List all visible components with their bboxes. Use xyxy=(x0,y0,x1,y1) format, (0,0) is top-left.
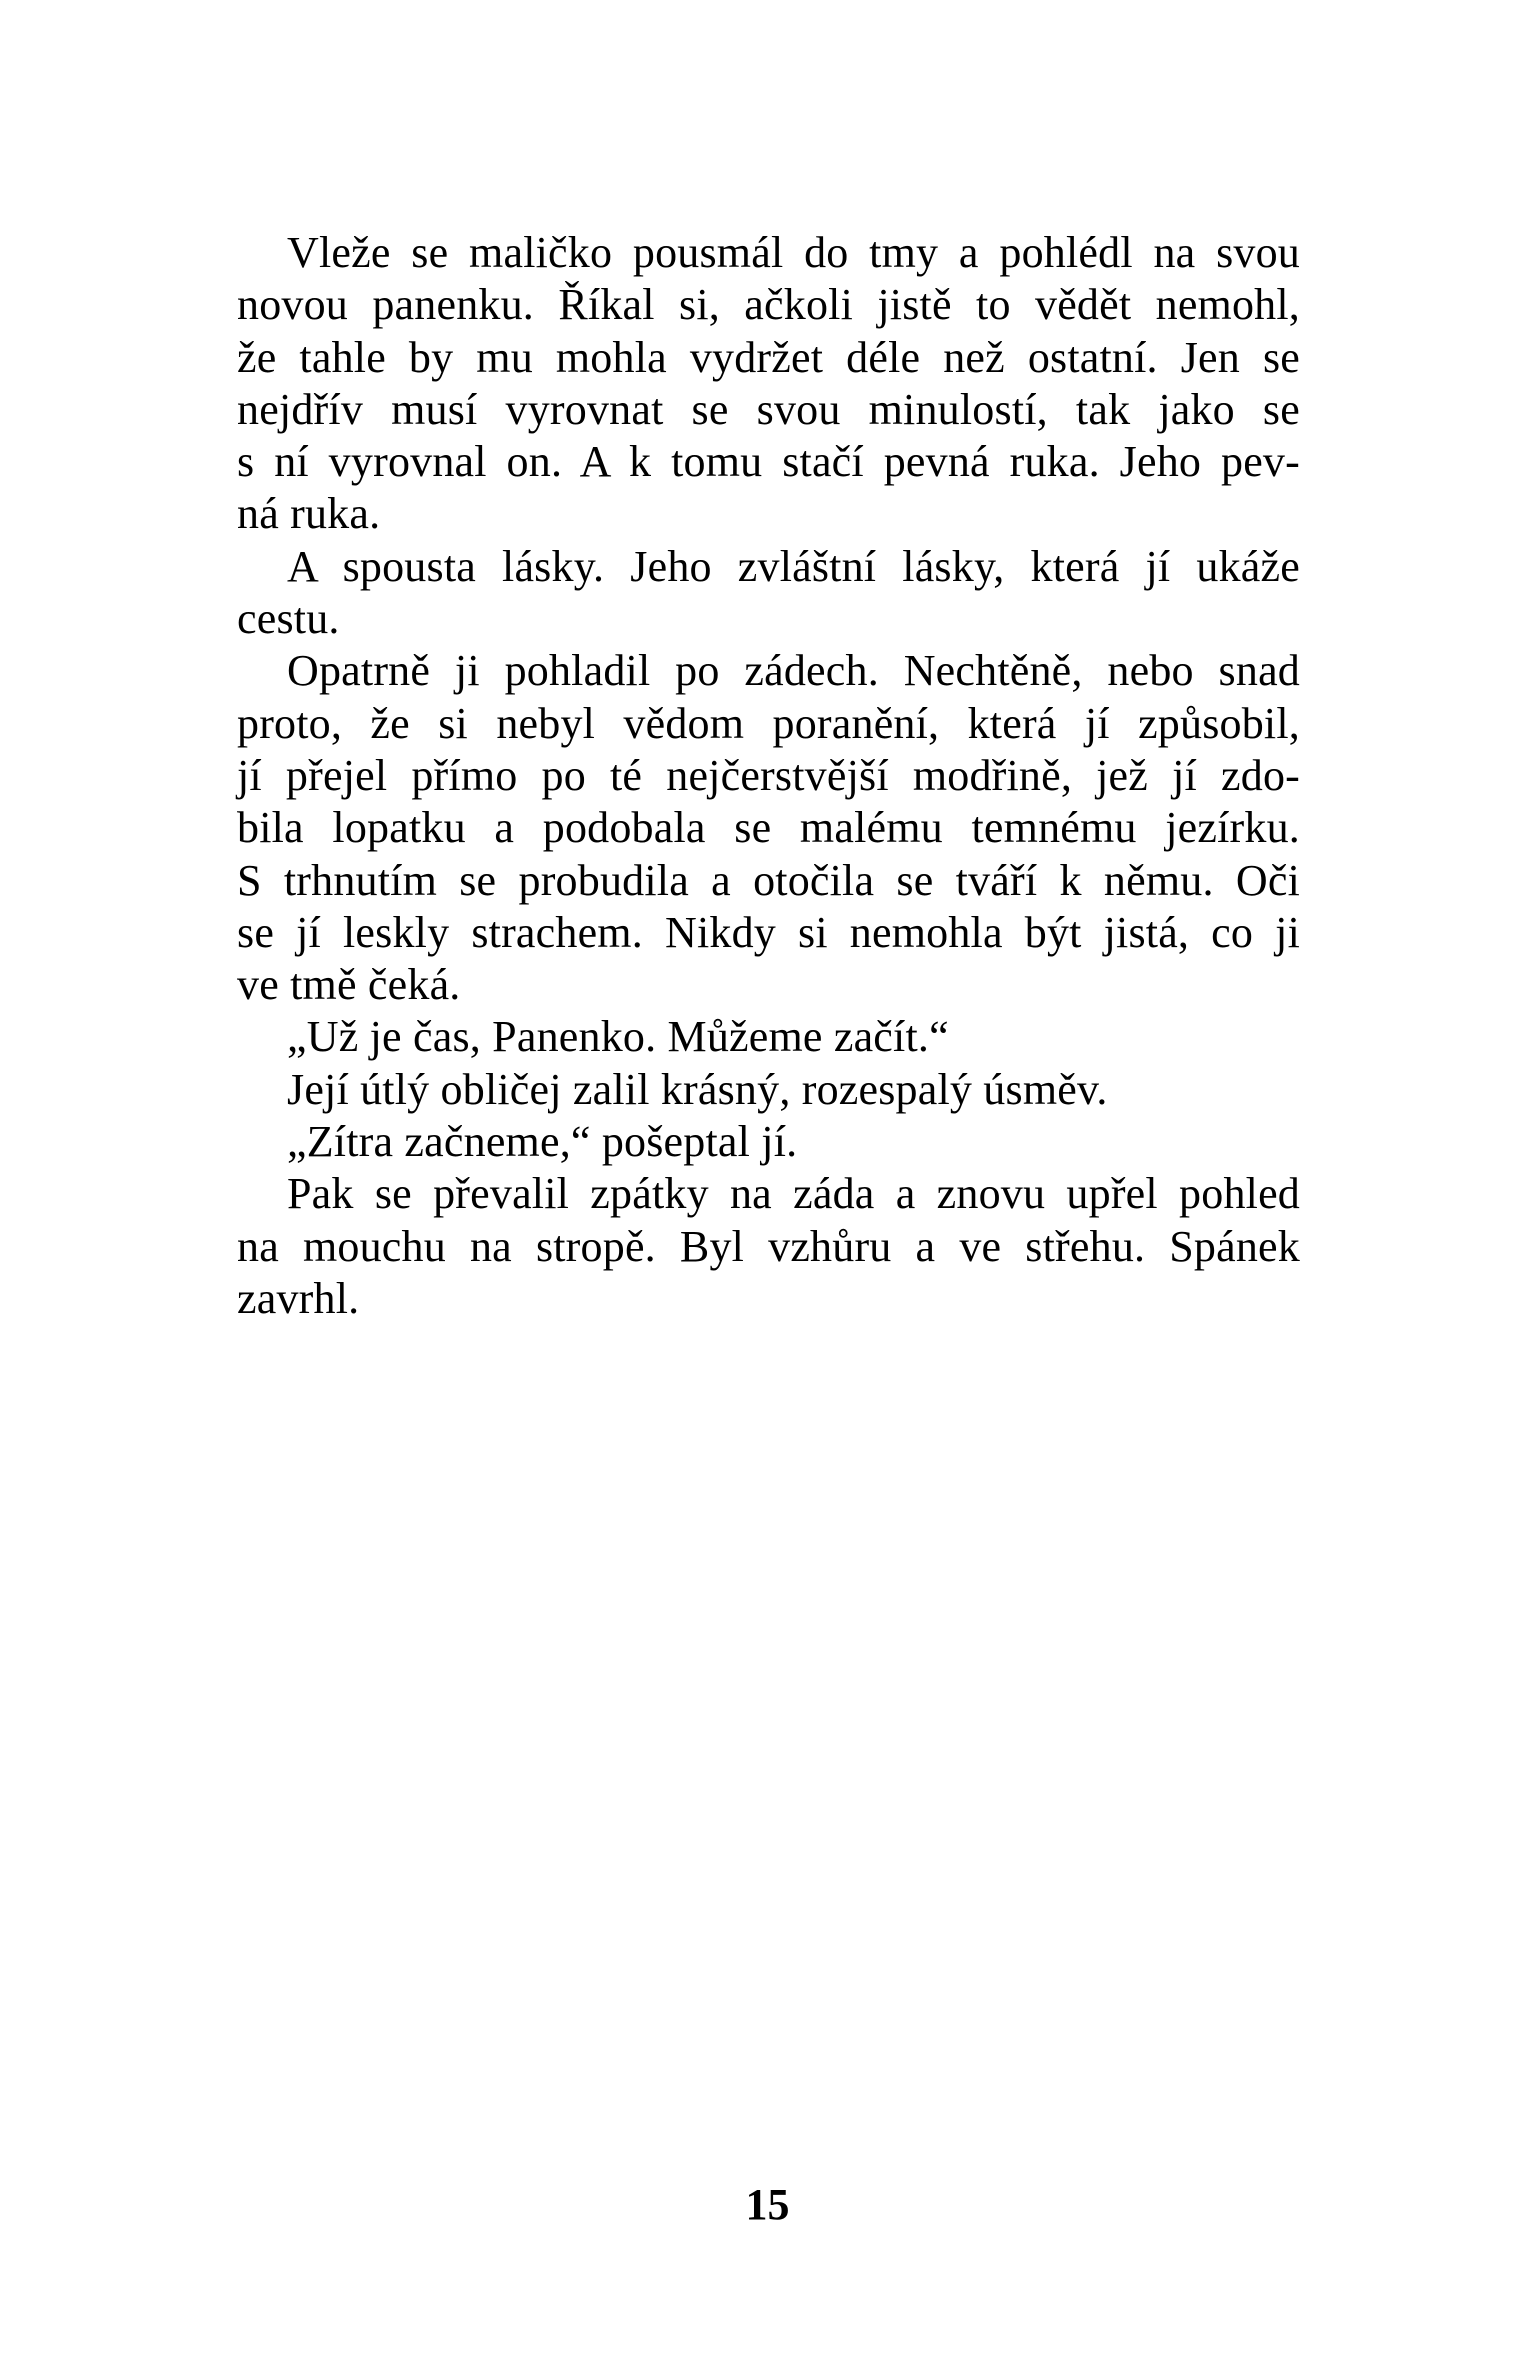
page-number: 15 xyxy=(745,2180,790,2229)
paragraph xyxy=(237,1064,1300,1116)
text-line: se jí leskly strachem. Nikdy si nemohla být jistá, co ji xyxy=(237,907,1300,957)
text-line: proto, že si nebyl vědom poranění, která jí způsobil, xyxy=(237,698,1300,748)
text-line: „Už je čas, Panenko. Můžeme začít.“ xyxy=(287,1012,949,1062)
paragraph xyxy=(237,645,1300,1011)
text-line: nejdřív musí vyrovnat se svou minulostí, tak jako se xyxy=(237,384,1300,434)
text-line: Pak se převalil zpátky na záda a znovu upřel pohled xyxy=(287,1169,1300,1219)
text-line: novou panenku. Říkal si, ačkoli jistě to vědět nemohl, xyxy=(237,280,1300,330)
paragraph xyxy=(237,227,1300,541)
text-line: S trhnutím se probudila a otočila se tváří k němu. Oči xyxy=(237,855,1300,905)
text-line: Její útlý obličej zalil krásný, rozespalý úsměv. xyxy=(287,1064,1108,1114)
text-line: Opatrně ji pohladil po zádech. Nechtěně, nebo snad xyxy=(287,646,1300,696)
text-line: „Zítra začneme,“ pošeptal jí. xyxy=(287,1117,798,1167)
text-line: ná ruka. xyxy=(237,489,381,539)
text-line: A spousta lásky. Jeho zvláštní lásky, která jí ukáže xyxy=(287,541,1300,591)
paragraph xyxy=(237,1011,1300,1063)
text-line: zavrhl. xyxy=(237,1273,360,1323)
paragraph xyxy=(237,1168,1300,1325)
paragraph xyxy=(237,1116,1300,1168)
page-text xyxy=(237,227,1300,1325)
text-line: na mouchu na stropě. Byl vzhůru a ve střehu. Spánek xyxy=(237,1221,1300,1271)
text-line: jí přejel přímo po té nejčerstvější modřině, jež jí zdo- xyxy=(237,750,1300,800)
text-line: s ní vyrovnal on. A k tomu stačí pevná ruka. Jeho pev- xyxy=(237,437,1300,487)
text-line: bila lopatku a podobala se malému temnému jezírku. xyxy=(237,803,1300,853)
text-line: Vleže se maličko pousmál do tmy a pohlédl na svou xyxy=(287,228,1300,277)
text-line: cestu. xyxy=(237,594,340,644)
paragraph xyxy=(237,541,1300,646)
text-line: ve tmě čeká. xyxy=(237,960,461,1010)
text-line: že tahle by mu mohla vydržet déle než ostatní. Jen se xyxy=(237,332,1300,382)
